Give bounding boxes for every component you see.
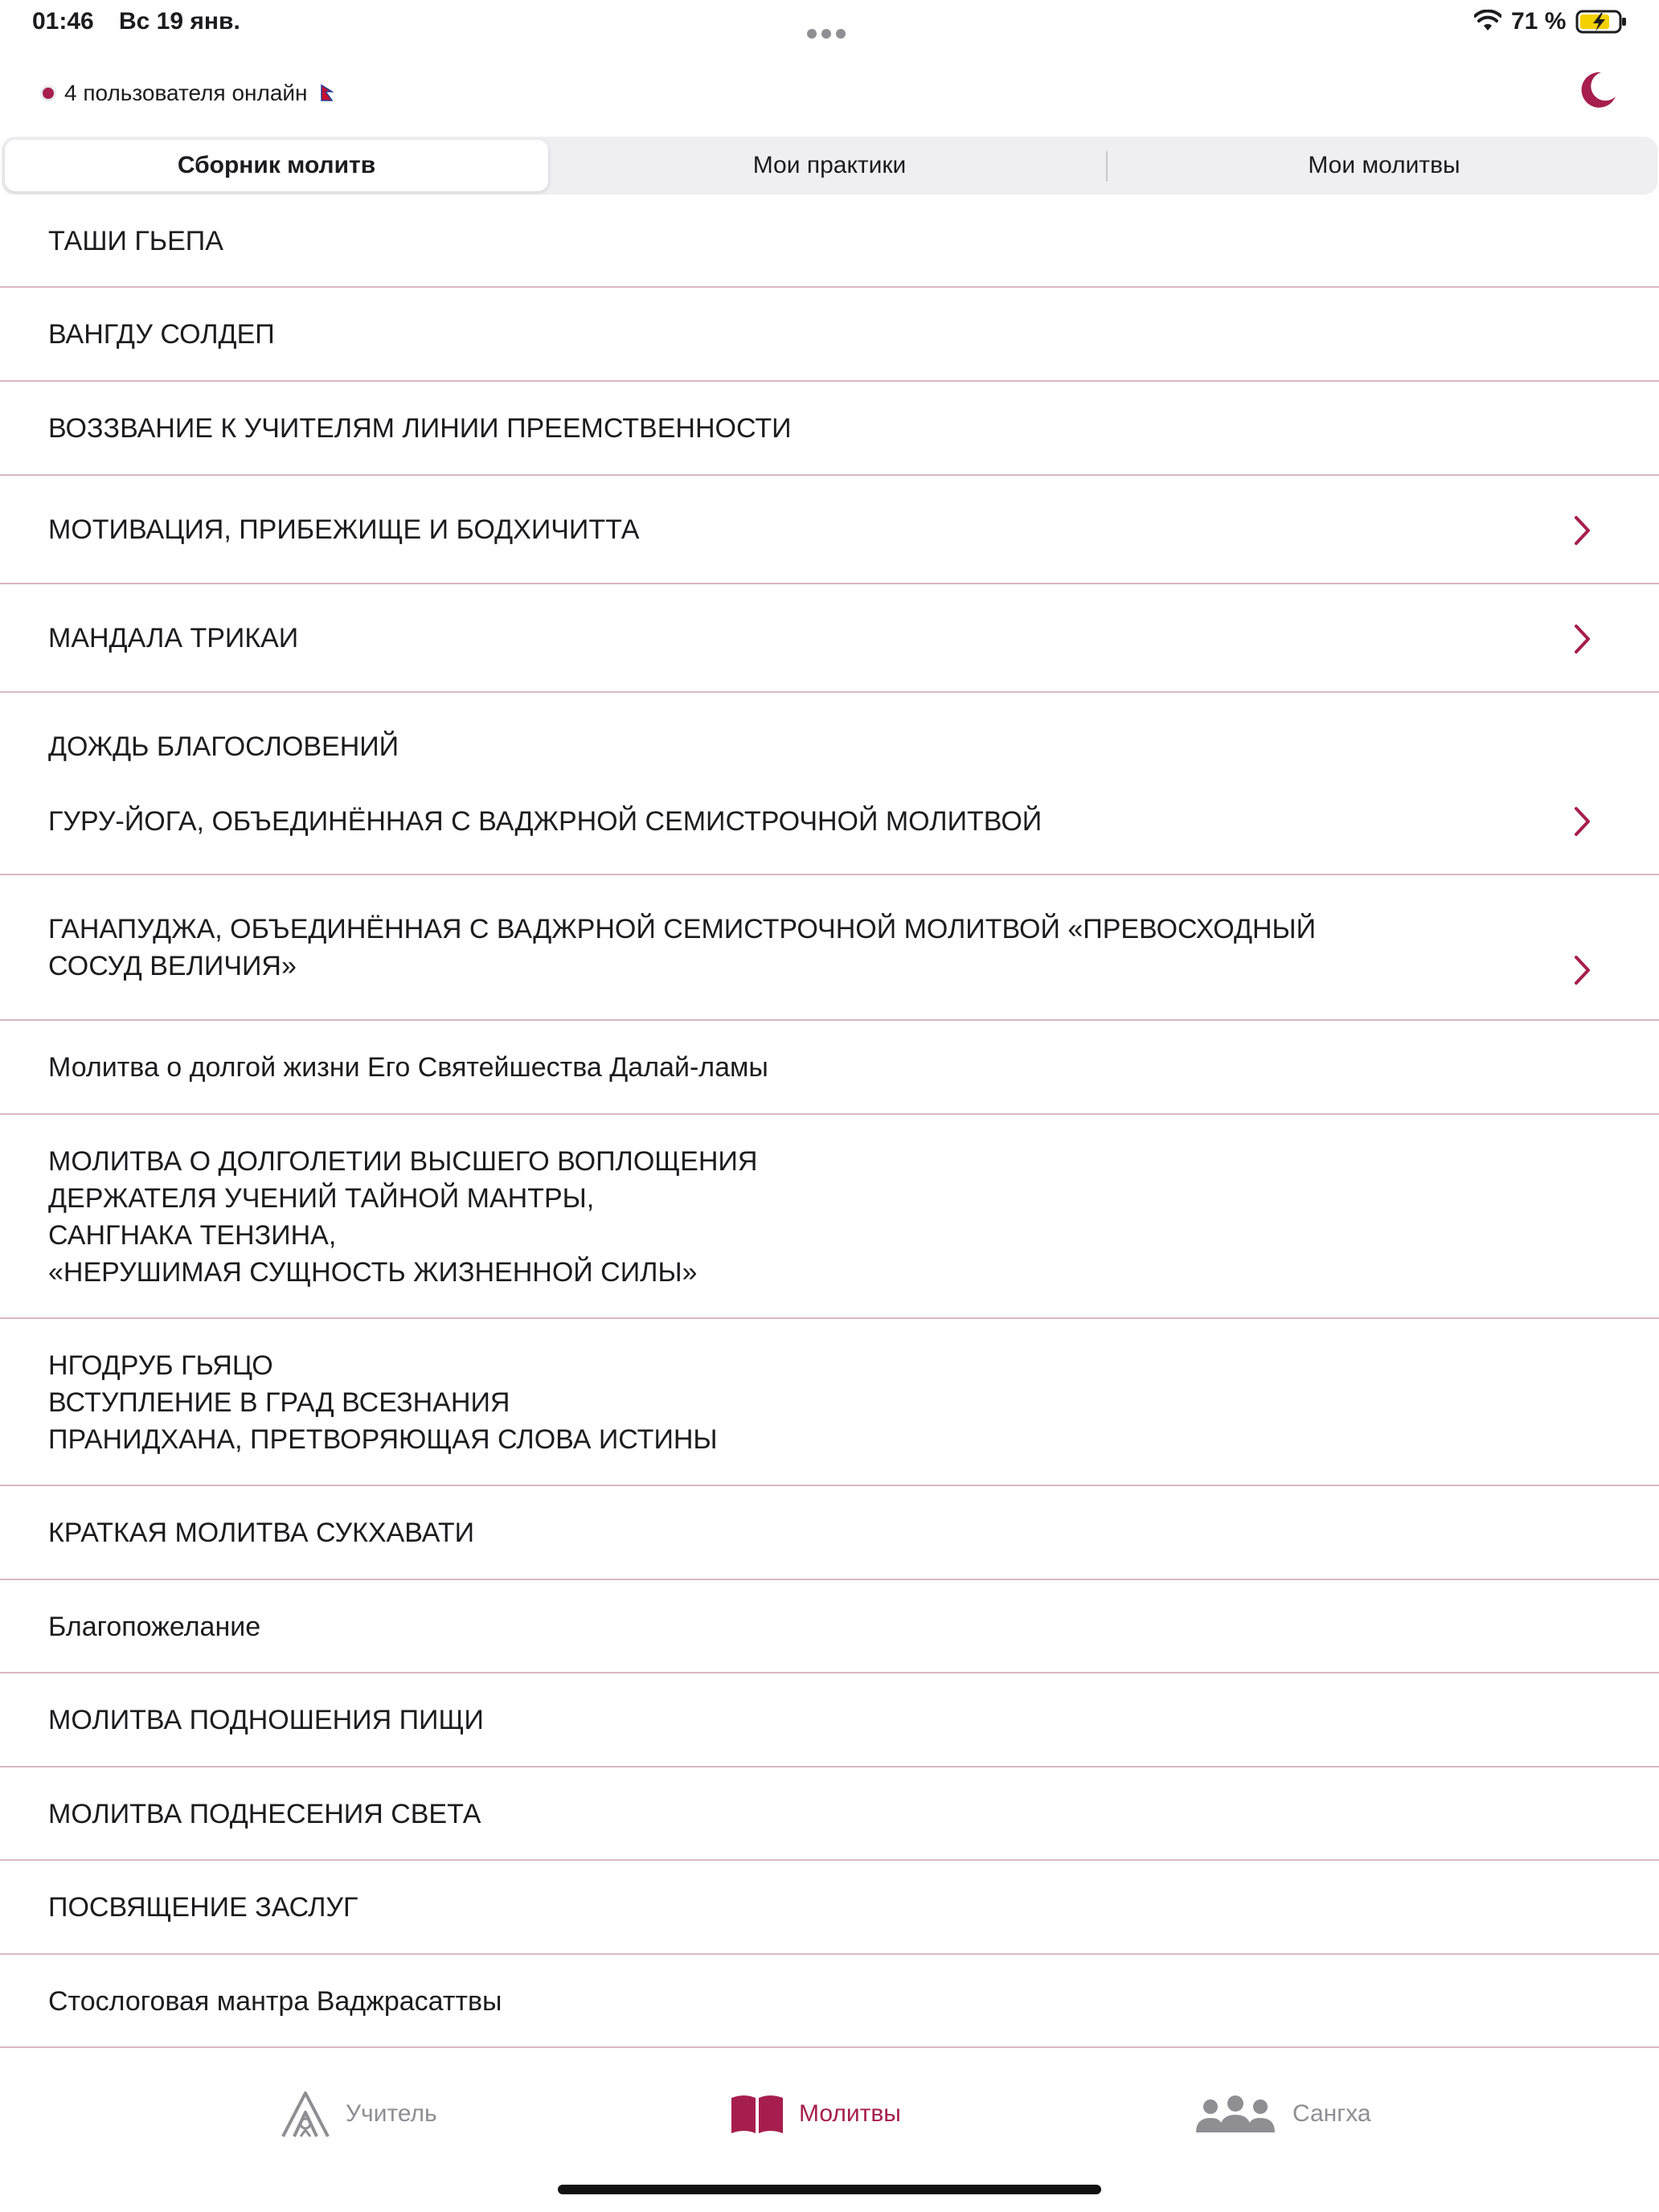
nepal-flag-icon — [321, 84, 334, 102]
list-item-title: МАНДАЛА ТРИКАИ — [48, 623, 299, 653]
list-item-title: МОЛИТВА ПОДНЕСЕНИЯ СВЕТА — [48, 1799, 481, 1829]
group-people-icon — [1193, 2094, 1278, 2134]
tab-prayers-label: Молитвы — [799, 2100, 901, 2127]
online-users-text: 4 пользователя онлайн — [64, 80, 308, 105]
segmented-control — [2, 137, 1657, 195]
list-item-title: ГУРУ-ЙОГА, ОБЪЕДИНЁННАЯ С ВАДЖРНОЙ СЕМИСТРОЧНОЙ МОЛИТВОЙ — [48, 806, 1043, 837]
tab-bar — [0, 2082, 1659, 2162]
list-item[interactable] — [0, 1768, 1659, 1861]
multitasking-dots-icon[interactable] — [807, 18, 852, 27]
prayer-list — [0, 195, 1659, 2048]
book-icon — [730, 2093, 784, 2135]
teacher-icon — [280, 2090, 331, 2138]
list-item-title: ТАШИ ГЬЕПА — [48, 226, 223, 256]
list-item-title: Стослоговая мантра Ваджрасаттвы — [48, 1986, 502, 2017]
list-item[interactable] — [0, 1021, 1659, 1115]
chevron-right-icon — [1572, 623, 1593, 655]
battery-percent: 71 % — [1511, 8, 1567, 35]
list-item[interactable] — [0, 1955, 1659, 2048]
tab-teacher-label: Учитель — [346, 2100, 437, 2127]
home-indicator[interactable] — [558, 2185, 1101, 2194]
tab-sangha[interactable] — [1193, 2082, 1371, 2146]
list-item-title: ПОСВЯЩЕНИЕ ЗАСЛУГ — [48, 1892, 358, 1923]
segment-divider — [1106, 151, 1108, 182]
status-time: 01:46 — [32, 8, 94, 35]
list-item[interactable] — [0, 1673, 1659, 1768]
online-dot-icon — [40, 85, 56, 101]
dark-mode-moon-icon[interactable] — [1577, 69, 1619, 111]
list-item[interactable] — [0, 1319, 1659, 1486]
list-item[interactable] — [0, 382, 1659, 476]
list-item[interactable] — [0, 288, 1659, 382]
list-item-title: МОЛИТВА ПОДНОШЕНИЯ ПИЩИ — [48, 1705, 484, 1735]
list-item[interactable] — [0, 1115, 1659, 1319]
list-item[interactable] — [0, 195, 1659, 288]
list-item-title: КРАТКАЯ МОЛИТВА СУКХАВАТИ — [48, 1518, 475, 1548]
list-item-title: ВАНГДУ СОЛДЕП — [48, 319, 275, 350]
chevron-right-icon — [1572, 954, 1593, 986]
list-item[interactable] — [0, 584, 1659, 693]
segment-my-practices[interactable]: Мои практики — [752, 152, 907, 178]
tab-sangha-label: Сангха — [1292, 2100, 1371, 2127]
section-heading: ДОЖДЬ БЛАГОСЛОВЕНИЙ — [48, 731, 399, 762]
chevron-right-icon — [1572, 514, 1593, 547]
online-users-indicator — [40, 77, 334, 109]
list-item[interactable] — [0, 1861, 1659, 1955]
list-item-title: НГОДРУБ ГЬЯЦО ВСТУПЛЕНИЕ В ГРАД ВСЕЗНАНИЯ ПРАНИДХАНА, ПРЕТВОРЯЮЩАЯ СЛОВА ИСТИНЫ — [48, 1350, 718, 1455]
list-item-title: Молитва о долгой жизни Его Святейшества Далай-ламы — [48, 1052, 768, 1083]
status-bar — [0, 0, 1659, 45]
list-item-title: МОЛИТВА О ДОЛГОЛЕТИИ ВЫСШЕГО ВОПЛОЩЕНИЯ ДЕРЖАТЕЛЯ УЧЕНИЙ ТАЙНОЙ МАНТРЫ, САНГНАКА ТЕНЗИНА, «НЕРУШИМАЯ СУЩНОСТЬ ЖИЗНЕННОЙ СИЛЫ» — [48, 1146, 758, 1288]
segment-my-prayers[interactable]: Мои молитвы — [1308, 152, 1460, 178]
list-item-title: ВОЗЗВАНИЕ К УЧИТЕЛЯМ ЛИНИИ ПРЕЕМСТВЕННОСТИ — [48, 413, 792, 444]
list-section[interactable] — [0, 693, 1659, 875]
segment-prayer-collection[interactable]: Сборник молитв — [5, 140, 548, 191]
battery-charging-icon — [1575, 10, 1628, 34]
list-item[interactable] — [0, 1580, 1659, 1673]
status-date: Вс 19 янв. — [119, 8, 240, 35]
list-item[interactable] — [0, 1486, 1659, 1580]
list-item-title: МОТИВАЦИЯ, ПРИБЕЖИЩЕ И БОДХИЧИТТА — [48, 514, 640, 545]
list-item-title: ГАНАПУДЖА, ОБЪЕДИНЁННАЯ С ВАДЖРНОЙ СЕМИСТРОЧНОЙ МОЛИТВОЙ «ПРЕВОСХОДНЫЙ СОСУД ВЕЛИЧИЯ» — [48, 914, 1317, 981]
tab-prayers[interactable] — [730, 2082, 901, 2146]
list-item-title: Благопожелание — [48, 1612, 261, 1642]
wifi-icon — [1474, 10, 1501, 32]
list-item[interactable] — [0, 476, 1659, 584]
tab-teacher[interactable] — [280, 2082, 437, 2146]
chevron-right-icon — [1572, 805, 1593, 838]
list-item[interactable] — [0, 875, 1659, 1021]
